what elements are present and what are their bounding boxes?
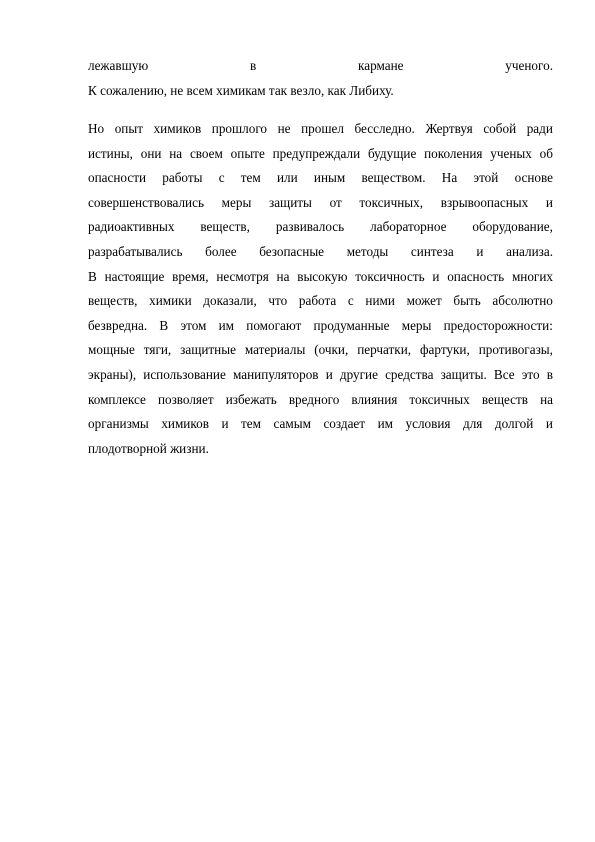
paragraph-line: плодотворной жизни. bbox=[88, 440, 209, 456]
word: опыт bbox=[114, 121, 143, 136]
word: в bbox=[546, 366, 553, 382]
word: мощные bbox=[88, 342, 135, 358]
word: лежавшую bbox=[88, 58, 149, 73]
paragraph-line bbox=[88, 363, 553, 388]
word: фартуки, bbox=[420, 342, 470, 358]
word: работы bbox=[162, 170, 203, 186]
word: опасность bbox=[447, 268, 505, 284]
word: безопасные bbox=[259, 243, 325, 259]
word: и bbox=[325, 366, 333, 382]
word: использование bbox=[143, 366, 226, 382]
word: это bbox=[521, 366, 540, 382]
word: защиты. bbox=[440, 366, 487, 382]
word: манипуляторов bbox=[233, 366, 319, 382]
word: предупреждали bbox=[272, 145, 361, 161]
word: средства bbox=[385, 366, 434, 382]
word: не bbox=[277, 121, 291, 136]
word: перчатки, bbox=[357, 342, 412, 358]
word: прошлого bbox=[211, 121, 268, 136]
word: опыте bbox=[230, 145, 265, 161]
word: ученого. bbox=[505, 58, 553, 73]
word: токсичность bbox=[355, 268, 425, 284]
continuation-line-2: К сожалению, не всем химикам так везло, как Либиху. bbox=[88, 82, 394, 98]
word: В bbox=[159, 317, 169, 333]
word: защиты bbox=[268, 194, 312, 210]
word: опасности bbox=[88, 170, 147, 186]
word: им bbox=[218, 317, 235, 333]
word: токсичных bbox=[409, 391, 470, 407]
word: химиков bbox=[161, 416, 209, 432]
paragraph-line bbox=[88, 314, 553, 339]
word: защитные bbox=[180, 342, 236, 358]
word: ради bbox=[526, 121, 553, 136]
paragraph-line bbox=[88, 142, 553, 167]
word: веществ, bbox=[88, 293, 138, 309]
word: об bbox=[539, 145, 553, 161]
continuation-line-1 bbox=[88, 54, 553, 79]
word: химиков bbox=[153, 121, 202, 136]
word: и bbox=[221, 416, 229, 432]
word: высокую bbox=[297, 268, 348, 284]
word: истины, bbox=[88, 145, 133, 161]
word: развивалось bbox=[275, 219, 345, 235]
word: тяги, bbox=[143, 342, 172, 358]
word: совершенствовались bbox=[88, 194, 204, 210]
word: с bbox=[347, 293, 354, 309]
word: тем bbox=[240, 170, 261, 186]
word: основе bbox=[514, 170, 553, 186]
word: веществ bbox=[481, 391, 528, 407]
word: бесследно. bbox=[354, 121, 415, 136]
paragraph-line bbox=[88, 265, 553, 290]
paragraph-line bbox=[88, 412, 553, 437]
word: что bbox=[268, 293, 288, 309]
word: на bbox=[540, 391, 553, 407]
word: безвредна. bbox=[88, 317, 148, 333]
word: веществом. bbox=[361, 170, 426, 186]
paragraph-line bbox=[88, 166, 553, 191]
word: разрабатывались bbox=[88, 243, 183, 259]
word: время, bbox=[172, 268, 209, 284]
word: тем bbox=[241, 416, 261, 432]
word: взрывоопасных bbox=[440, 194, 529, 210]
word: и bbox=[545, 416, 553, 432]
word: собой bbox=[483, 121, 517, 136]
paragraph-line bbox=[88, 388, 553, 413]
word: ними bbox=[365, 293, 395, 309]
word: и bbox=[476, 243, 484, 259]
word: этом bbox=[180, 317, 207, 333]
word: ученых bbox=[490, 145, 532, 161]
word: Но bbox=[88, 121, 105, 136]
word: комплексе bbox=[88, 391, 146, 407]
word: долгой bbox=[494, 416, 534, 432]
word: для bbox=[463, 416, 483, 432]
continuation-text bbox=[88, 54, 553, 103]
word: им bbox=[377, 416, 393, 432]
word: радиоактивных bbox=[88, 219, 175, 235]
paragraph-line bbox=[88, 289, 553, 314]
word: условия bbox=[405, 416, 451, 432]
word: может bbox=[406, 293, 442, 309]
word: Все bbox=[493, 366, 515, 382]
word: противогазы, bbox=[478, 342, 553, 358]
word: избежать bbox=[225, 391, 277, 407]
word: анализа. bbox=[506, 243, 553, 259]
word: и bbox=[432, 268, 440, 284]
word: от bbox=[329, 194, 342, 210]
word: кармане bbox=[358, 58, 404, 73]
word: поколения bbox=[424, 145, 483, 161]
word: предосторожности: bbox=[443, 317, 553, 333]
word: этой bbox=[473, 170, 499, 186]
word: (очки, bbox=[314, 342, 349, 358]
word: другие bbox=[339, 366, 378, 382]
word: влияния bbox=[351, 391, 398, 407]
word: на bbox=[169, 145, 183, 161]
word: или bbox=[276, 170, 298, 186]
word: позволяет bbox=[157, 391, 214, 407]
body-paragraph bbox=[88, 117, 553, 461]
word: помогают bbox=[246, 317, 302, 333]
word: более bbox=[205, 243, 237, 259]
paragraph-line bbox=[88, 215, 553, 240]
word: прошел bbox=[301, 121, 344, 136]
word: На bbox=[441, 170, 458, 186]
word: веществ, bbox=[200, 219, 250, 235]
word: на bbox=[276, 268, 290, 284]
word: доказали, bbox=[203, 293, 257, 309]
word: экраны), bbox=[88, 366, 137, 382]
word: химики bbox=[149, 293, 192, 309]
word: продуманные bbox=[313, 317, 390, 333]
word: создает bbox=[323, 416, 366, 432]
paragraph-line bbox=[88, 240, 553, 265]
word: методы bbox=[346, 243, 389, 259]
word: быть bbox=[453, 293, 481, 309]
word: лабораторное bbox=[370, 219, 447, 235]
word: оборудование, bbox=[472, 219, 553, 235]
word: иным bbox=[313, 170, 346, 186]
word: в bbox=[250, 58, 257, 73]
word: самым bbox=[273, 416, 311, 432]
word: несмотря bbox=[216, 268, 269, 284]
word: меры bbox=[401, 317, 432, 333]
word: с bbox=[218, 170, 225, 186]
word: многих bbox=[511, 268, 553, 284]
word: они bbox=[140, 145, 162, 161]
word: В bbox=[88, 268, 97, 284]
word: настоящие bbox=[104, 268, 165, 284]
word: организмы bbox=[88, 416, 149, 432]
word: будущие bbox=[367, 145, 417, 161]
word: и bbox=[545, 194, 553, 210]
word: вредного bbox=[288, 391, 340, 407]
word: токсичных, bbox=[359, 194, 424, 210]
word: материалы bbox=[244, 342, 306, 358]
word: синтеза bbox=[410, 243, 454, 259]
word: абсолютно bbox=[492, 293, 553, 309]
word: работа bbox=[298, 293, 337, 309]
paragraph-line bbox=[88, 191, 553, 216]
paragraph-line bbox=[88, 117, 553, 142]
paragraph-line bbox=[88, 338, 553, 363]
word: Жертвуя bbox=[425, 121, 473, 136]
word: меры bbox=[221, 194, 252, 210]
word: своем bbox=[189, 145, 223, 161]
